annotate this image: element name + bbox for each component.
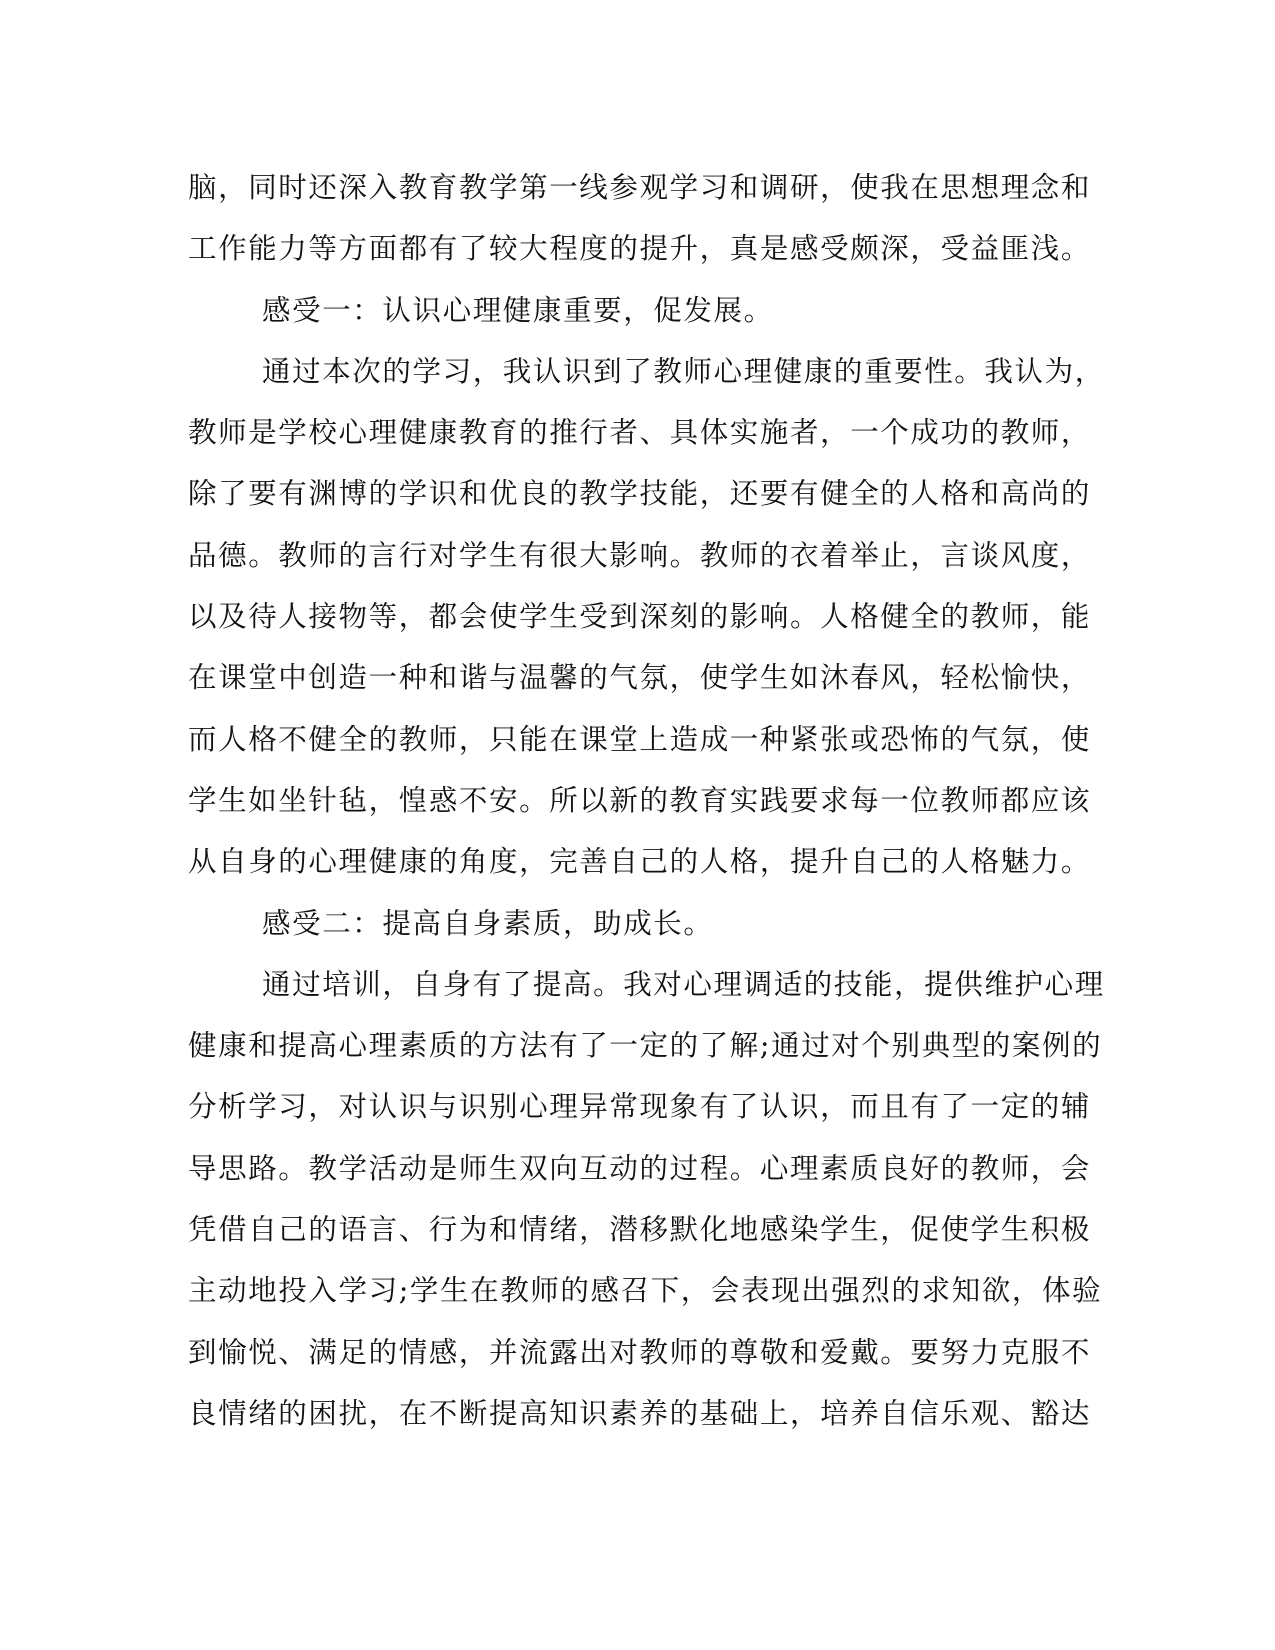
section-heading: 感受二：提高自身素质，助成长。 (262, 906, 714, 940)
text-line: 工作能力等方面都有了较大程度的提升，真是感受颇深，受益匪浅。 (188, 232, 1092, 266)
section-heading: 感受一：认识心理健康重要，促发展。 (262, 293, 774, 327)
text-line: 除了要有渊博的学识和优良的教学技能，还要有健全的人格和高尚的 (188, 477, 1092, 511)
text-line: 在课堂中创造一种和谐与温馨的气氛，使学生如沐春风，轻松愉快， (188, 661, 1092, 695)
text-line: 导思路。教学活动是师生双向互动的过程。心理素质良好的教师，会 (188, 1151, 1092, 1185)
text-line: 品德。教师的言行对学生有很大影响。教师的衣着举止，言谈风度， (188, 538, 1092, 572)
text-line: 分析学习，对认识与识别心理异常现象有了认识，而且有了一定的辅 (188, 1090, 1092, 1124)
text-line: 主动地投入学习;学生在教师的感召下，会表现出强烈的求知欲，体验 (188, 1274, 1103, 1308)
text-line: 以及待人接物等，都会使学生受到深刻的影响。人格健全的教师，能 (188, 600, 1092, 634)
body-text (188, 157, 1105, 1444)
text-line: 到愉悦、满足的情感，并流露出对教师的尊敬和爱戴。要努力克服不 (188, 1335, 1092, 1369)
text-line: 教师是学校心理健康教育的推行者、具体实施者，一个成功的教师， (188, 416, 1092, 450)
paragraph-first-line: 通过本次的学习，我认识到了教师心理健康的重要性。我认为， (262, 354, 1105, 388)
text-line: 凭借自己的语言、行为和情绪，潜移默化地感染学生，促使学生积极 (188, 1213, 1092, 1247)
text-line: 脑，同时还深入教育教学第一线参观学习和调研，使我在思想理念和 (188, 171, 1092, 204)
paragraph-first-line: 通过培训，自身有了提高。我对心理调适的技能，提供维护心理 (262, 967, 1105, 1001)
text-line: 从自身的心理健康的角度，完善自己的人格，提升自己的人格魅力。 (188, 845, 1092, 879)
text-line: 良情绪的困扰，在不断提高知识素养的基础上，培养自信乐观、豁达 (188, 1396, 1092, 1430)
text-line: 而人格不健全的教师，只能在课堂上造成一种紧张或恐怖的气氛，使 (188, 722, 1092, 756)
text-line: 健康和提高心理素质的方法有了一定的了解;通过对个别典型的案例的 (188, 1029, 1103, 1063)
text-line: 学生如坐针毡，惶惑不安。所以新的教育实践要求每一位教师都应该 (188, 783, 1092, 817)
